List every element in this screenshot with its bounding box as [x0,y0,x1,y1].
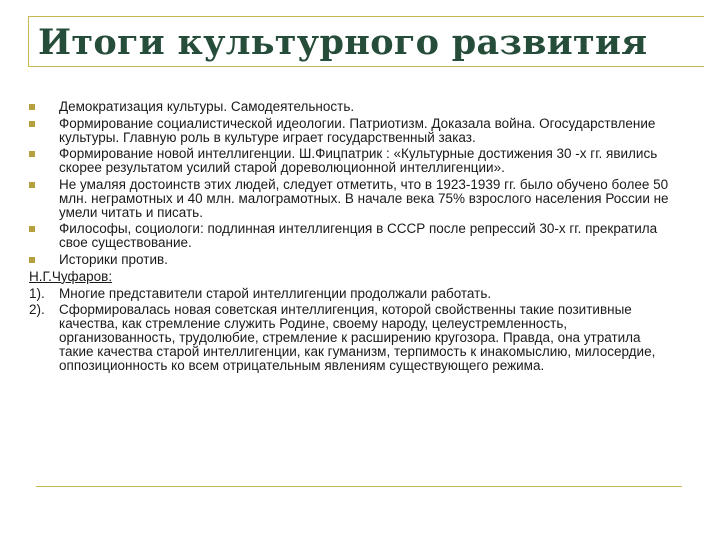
bullet-text: Демократизация культуры. Самодеятельность. [59,99,355,114]
bullet-item [27,117,671,145]
slide-title: Итоги культурного развития [38,22,648,63]
numbered-text: Многие представители старой интеллигенции продолжали работать. [59,285,492,301]
square-bullet-icon [29,182,35,188]
numbered-item [27,303,671,372]
numbered-item [27,287,671,301]
bullet-text: Не умаляя достоинств этих людей, следует отметить, что в 1923-1939 гг. было обучено более 50 млн. неграмотных и 40 млн. малограмотных. В начале века 75% взрослого населения России не умели читать и писать. [59,176,669,220]
square-bullet-icon [29,226,35,232]
item-number: 1). [29,285,45,301]
square-bullet-icon [29,104,35,110]
bullet-item [27,100,671,114]
bullet-item [27,222,671,250]
item-number: 2). [29,302,45,318]
slide-content [27,100,699,375]
square-bullet-icon [29,257,35,263]
bullet-text: Формирование новой интеллигенции. Ш.Фицпатрик : «Культурные достижения 30 -х гг. явились скорее результатом усилий старой дореволюционной интеллигенции». [59,146,658,176]
bullet-text: Философы, социологи: подлинная интеллигенция в СССР после репрессий 30-х гг. прекратила свое существование. [59,221,658,251]
top-border-line [28,16,704,17]
left-border-line [28,16,29,66]
numbered-text: Сформировалась новая советская интеллигенция, которой свойственны такие позитивные качества, как стремление служить Родине, своему народу, целеустремленность, организованность, трудолюбие, стремление к расширению кругозора. Правда, она утратила такие качества старой интеллигенции, как гуманизм, терпимость к инакомыслию, милосердие, оппозиционность ко всем отрицательным явлениям существующего режима. [59,302,656,373]
bullet-item [27,253,671,267]
square-bullet-icon [29,151,35,157]
bullet-text: Формирование социалистической идеологии. Патриотизм. Доказала война. Огосударствление культуры. Главную роль в культуре играет государственный заказ. [59,115,656,145]
square-bullet-icon [29,121,35,127]
author-heading: Н.Г.Чуфаров: [29,268,113,284]
bullet-item [27,147,671,175]
title-divider-line [28,66,704,67]
bottom-border-line [36,486,682,487]
bullet-text: Историки против. [59,251,168,267]
bullet-item [27,178,671,219]
